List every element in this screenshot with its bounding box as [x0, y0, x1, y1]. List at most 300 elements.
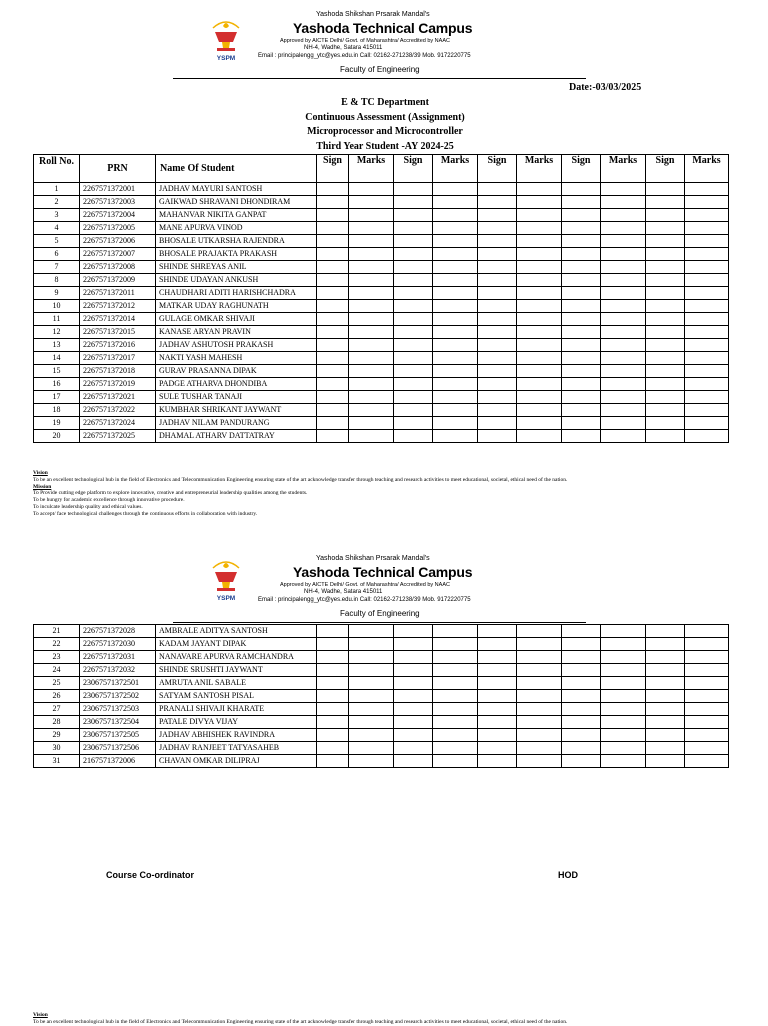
sign-cell: [478, 404, 517, 417]
sign-cell: [562, 365, 601, 378]
marks-cell: [433, 430, 478, 443]
roll-cell: 26: [34, 690, 80, 703]
marks-cell: [685, 183, 729, 196]
marks-cell: [433, 690, 478, 703]
student-name-cell: KADAM JAYANT DIPAK: [156, 638, 317, 651]
sign-cell: [394, 235, 433, 248]
marks-cell: [685, 430, 729, 443]
sign-cell: [478, 703, 517, 716]
sign-cell: [646, 625, 685, 638]
sign-cell: [478, 313, 517, 326]
marks-cell: [601, 235, 646, 248]
vision-label: Vision: [33, 1012, 48, 1018]
marks-cell: [685, 287, 729, 300]
marks-cell: [517, 664, 562, 677]
roll-cell: 4: [34, 222, 80, 235]
sign-cell: [646, 365, 685, 378]
marks-cell: [349, 235, 394, 248]
marks-cell: [517, 235, 562, 248]
roll-cell: 6: [34, 248, 80, 261]
sign-cell: [478, 365, 517, 378]
marks-cell: [517, 365, 562, 378]
sign-cell: [646, 274, 685, 287]
sign-cell: [394, 365, 433, 378]
roll-cell: 14: [34, 352, 80, 365]
sign-cell: [646, 287, 685, 300]
marks-cell: [601, 196, 646, 209]
marks-cell: [517, 196, 562, 209]
vision-text: To be an excellent technological hub in the field of Electronics and Telecommunication Engineering ensuring state of the art acknowledge transfer through teaching and research activities to meet educational, societal, ethical need of the nation.: [33, 1018, 568, 1025]
table-row: [34, 651, 729, 664]
marks-cell: [349, 365, 394, 378]
marks-cell: [517, 638, 562, 651]
sign-cell: [562, 261, 601, 274]
sign-cell: [562, 248, 601, 261]
sign-cell: [317, 261, 349, 274]
marks-cell: [433, 703, 478, 716]
prn-cell: 2267571372032: [80, 664, 156, 677]
marks-cell: [349, 755, 394, 768]
table-row: [34, 339, 729, 352]
roll-cell: 28: [34, 716, 80, 729]
sign-cell: [646, 664, 685, 677]
table-row: [34, 365, 729, 378]
marks-cell: [517, 248, 562, 261]
sign-cell: [562, 183, 601, 196]
marks-cell: [601, 430, 646, 443]
student-name-cell: MAHANVAR NIKITA GANPAT: [156, 209, 317, 222]
marks-cell: [685, 664, 729, 677]
prn-cell: 2267571372016: [80, 339, 156, 352]
sign-cell: [478, 209, 517, 222]
roll-cell: 17: [34, 391, 80, 404]
prn-cell: 2267571372022: [80, 404, 156, 417]
prn-cell: 2267571372028: [80, 625, 156, 638]
marks-cell: [349, 703, 394, 716]
marks-cell: [433, 274, 478, 287]
table-row: [34, 638, 729, 651]
sign-cell: [562, 196, 601, 209]
prn-cell: 23067571372501: [80, 677, 156, 690]
sign-cell: [562, 404, 601, 417]
roll-cell: 27: [34, 703, 80, 716]
sign-cell: [317, 313, 349, 326]
marks-cell: [685, 196, 729, 209]
student-name-cell: SHINDE SRUSHTI JAYWANT: [156, 664, 317, 677]
prn-cell: 23067571372505: [80, 729, 156, 742]
marks-cell: [433, 404, 478, 417]
sign-cell: [394, 196, 433, 209]
sign-cell: [562, 378, 601, 391]
sign-cell: [562, 625, 601, 638]
marks-cell: [517, 261, 562, 274]
marks-cell: [685, 378, 729, 391]
prn-cell: 2267571372008: [80, 261, 156, 274]
table-row: [34, 677, 729, 690]
sign-cell: [317, 755, 349, 768]
roll-cell: 13: [34, 339, 80, 352]
header-sign-3: Sign: [478, 155, 517, 183]
marks-cell: [685, 729, 729, 742]
sign-cell: [317, 365, 349, 378]
marks-cell: [349, 378, 394, 391]
marks-cell: [601, 248, 646, 261]
sign-cell: [394, 339, 433, 352]
table-row: [34, 235, 729, 248]
marks-cell: [349, 625, 394, 638]
prn-cell: 2267571372025: [80, 430, 156, 443]
marks-cell: [349, 300, 394, 313]
sign-cell: [317, 690, 349, 703]
marks-cell: [601, 651, 646, 664]
student-name-cell: PADGE ATHARVA DHONDIBA: [156, 378, 317, 391]
marks-cell: [685, 417, 729, 430]
sign-cell: [394, 690, 433, 703]
marks-cell: [685, 625, 729, 638]
sign-cell: [317, 196, 349, 209]
sign-cell: [646, 209, 685, 222]
marks-cell: [349, 222, 394, 235]
sign-cell: [646, 716, 685, 729]
prn-cell: 2267571372005: [80, 222, 156, 235]
sign-cell: [394, 313, 433, 326]
sign-cell: [317, 339, 349, 352]
student-name-cell: GAIKWAD SHRAVANI DHONDIRAM: [156, 196, 317, 209]
student-name-cell: SHINDE SHREYAS ANIL: [156, 261, 317, 274]
sign-cell: [317, 274, 349, 287]
marks-cell: [517, 339, 562, 352]
sign-cell: [562, 222, 601, 235]
attendance-table-page2: [33, 624, 729, 768]
roll-cell: 10: [34, 300, 80, 313]
sign-cell: [317, 716, 349, 729]
sign-cell: [317, 651, 349, 664]
faculty-name: Faculty of Engineering: [340, 65, 420, 74]
marks-cell: [685, 404, 729, 417]
student-name-cell: KUMBHAR SHRIKANT JAYWANT: [156, 404, 317, 417]
marks-cell: [685, 235, 729, 248]
marks-cell: [601, 183, 646, 196]
marks-cell: [433, 326, 478, 339]
roll-cell: 1: [34, 183, 80, 196]
student-name-cell: MATKAR UDAY RAGHUNATH: [156, 300, 317, 313]
marks-cell: [433, 391, 478, 404]
sign-cell: [646, 313, 685, 326]
table-row: [34, 261, 729, 274]
marks-cell: [685, 313, 729, 326]
student-name-cell: JADHAV NILAM PANDURANG: [156, 417, 317, 430]
marks-cell: [517, 313, 562, 326]
roll-cell: 2: [34, 196, 80, 209]
marks-cell: [685, 638, 729, 651]
marks-cell: [601, 638, 646, 651]
header-marks-1: Marks: [349, 155, 394, 183]
mission-item: To accept/ face technological challenges through the continuous efforts in collaboration with industry.: [33, 510, 258, 517]
table-row: [34, 625, 729, 638]
roll-cell: 31: [34, 755, 80, 768]
mission-item: To Provide cutting edge platform to explore innovative, creative and entrepreneurial leadership qualities among the students.: [33, 490, 308, 497]
sign-cell: [562, 638, 601, 651]
marks-cell: [685, 261, 729, 274]
sign-cell: [646, 690, 685, 703]
marks-cell: [601, 209, 646, 222]
sign-cell: [478, 638, 517, 651]
contact-line: Email : principalengg_ytc@yes.edu.in Call: 02162-271238/39 Mob. 9172220775: [258, 597, 471, 603]
sign-cell: [394, 183, 433, 196]
marks-cell: [349, 196, 394, 209]
student-name-cell: PATALE DIVYA VIJAY: [156, 716, 317, 729]
marks-cell: [601, 378, 646, 391]
sign-cell: [394, 729, 433, 742]
marks-cell: [349, 339, 394, 352]
marks-cell: [685, 365, 729, 378]
sign-cell: [478, 690, 517, 703]
sign-cell: [478, 222, 517, 235]
roll-cell: 30: [34, 742, 80, 755]
sign-cell: [562, 300, 601, 313]
marks-cell: [517, 274, 562, 287]
sign-cell: [394, 716, 433, 729]
marks-cell: [433, 638, 478, 651]
sign-cell: [394, 391, 433, 404]
sign-cell: [478, 352, 517, 365]
prn-cell: 2267571372024: [80, 417, 156, 430]
sign-cell: [394, 261, 433, 274]
header-marks-5: Marks: [685, 155, 729, 183]
marks-cell: [433, 729, 478, 742]
marks-cell: [601, 690, 646, 703]
sign-cell: [646, 183, 685, 196]
sign-cell: [562, 235, 601, 248]
marks-cell: [685, 248, 729, 261]
student-name-cell: MANE APURVA VINOD: [156, 222, 317, 235]
roll-cell: 20: [34, 430, 80, 443]
sign-cell: [317, 222, 349, 235]
marks-cell: [601, 716, 646, 729]
marks-cell: [517, 742, 562, 755]
sign-cell: [478, 625, 517, 638]
roll-cell: 9: [34, 287, 80, 300]
prn-cell: 23067571372502: [80, 690, 156, 703]
marks-cell: [601, 365, 646, 378]
sign-cell: [562, 755, 601, 768]
letterhead-divider: [173, 622, 586, 623]
marks-cell: [517, 729, 562, 742]
year-title: Third Year Student -AY 2024-25: [316, 140, 454, 152]
student-name-cell: CHAVAN OMKAR DILIPRAJ: [156, 755, 317, 768]
prn-cell: 2267571372001: [80, 183, 156, 196]
sign-cell: [394, 430, 433, 443]
prn-cell: 2267571372017: [80, 352, 156, 365]
prn-cell: 2267571372031: [80, 651, 156, 664]
table-row: [34, 248, 729, 261]
mission-item: To be hungry for academic excellence through innovative procedure.: [33, 497, 185, 504]
sign-cell: [394, 222, 433, 235]
marks-cell: [433, 651, 478, 664]
marks-cell: [685, 755, 729, 768]
marks-cell: [517, 417, 562, 430]
table-row: [34, 716, 729, 729]
table-row: [34, 300, 729, 313]
marks-cell: [433, 248, 478, 261]
marks-cell: [349, 742, 394, 755]
sign-cell: [646, 651, 685, 664]
prn-cell: 2267571372021: [80, 391, 156, 404]
marks-cell: [433, 664, 478, 677]
marks-cell: [349, 248, 394, 261]
approval-line: Approved by AICTE Delhi/ Govt. of Maharashtra/ Accredited by NAAC: [280, 582, 450, 588]
sign-cell: [478, 742, 517, 755]
marks-cell: [349, 391, 394, 404]
marks-cell: [685, 690, 729, 703]
marks-cell: [685, 391, 729, 404]
header-marks-3: Marks: [517, 155, 562, 183]
sign-cell: [478, 235, 517, 248]
document-titles: [200, 96, 570, 154]
marks-cell: [601, 729, 646, 742]
sign-cell: [562, 742, 601, 755]
header-sign-2: Sign: [394, 155, 433, 183]
marks-cell: [685, 651, 729, 664]
sign-cell: [394, 638, 433, 651]
sign-cell: [317, 391, 349, 404]
marks-cell: [433, 755, 478, 768]
course-coordinator-signature: Course Co-ordinator: [106, 870, 195, 880]
roll-cell: 22: [34, 638, 80, 651]
sign-cell: [562, 274, 601, 287]
prn-cell: 2267571372011: [80, 287, 156, 300]
sign-cell: [478, 755, 517, 768]
student-name-cell: BHOSALE UTKARSHA RAJENDRA: [156, 235, 317, 248]
marks-cell: [349, 352, 394, 365]
sign-cell: [646, 339, 685, 352]
marks-cell: [517, 352, 562, 365]
sign-cell: [394, 300, 433, 313]
marks-cell: [601, 417, 646, 430]
marks-cell: [517, 690, 562, 703]
mission-item: To inculcate leadership quality and ethical values.: [33, 503, 143, 510]
marks-cell: [349, 287, 394, 300]
roll-cell: 19: [34, 417, 80, 430]
marks-cell: [601, 300, 646, 313]
prn-cell: 2267571372007: [80, 248, 156, 261]
marks-cell: [349, 183, 394, 196]
table-row: [34, 391, 729, 404]
header-roll: Roll No.: [34, 155, 80, 183]
sign-cell: [317, 430, 349, 443]
marks-cell: [433, 222, 478, 235]
table-row: [34, 664, 729, 677]
table-row: [34, 326, 729, 339]
prn-cell: 2267571372015: [80, 326, 156, 339]
header-name: Name Of Student: [156, 155, 317, 183]
marks-cell: [517, 716, 562, 729]
sign-cell: [394, 703, 433, 716]
roll-cell: 24: [34, 664, 80, 677]
prn-cell: 2267571372018: [80, 365, 156, 378]
sign-cell: [317, 378, 349, 391]
table-row: [34, 729, 729, 742]
faculty-name: Faculty of Engineering: [340, 609, 420, 618]
college-logo: [209, 556, 243, 606]
sign-cell: [317, 404, 349, 417]
table-row: [34, 352, 729, 365]
prn-cell: 2267571372030: [80, 638, 156, 651]
marks-cell: [433, 716, 478, 729]
sign-cell: [478, 651, 517, 664]
sign-cell: [562, 703, 601, 716]
marks-cell: [601, 222, 646, 235]
roll-cell: 12: [34, 326, 80, 339]
sign-cell: [478, 183, 517, 196]
marks-cell: [601, 287, 646, 300]
vision-label: Vision: [33, 470, 48, 476]
marks-cell: [517, 378, 562, 391]
sign-cell: [394, 651, 433, 664]
sign-cell: [646, 703, 685, 716]
marks-cell: [433, 196, 478, 209]
marks-cell: [349, 729, 394, 742]
sign-cell: [646, 300, 685, 313]
sign-cell: [646, 417, 685, 430]
mandal-name: Yashoda Shikshan Prsarak Mandal's: [316, 11, 430, 18]
marks-cell: [517, 222, 562, 235]
prn-cell: 2267571372019: [80, 378, 156, 391]
sign-cell: [317, 183, 349, 196]
sign-cell: [562, 651, 601, 664]
marks-cell: [517, 625, 562, 638]
sign-cell: [646, 677, 685, 690]
sign-cell: [317, 703, 349, 716]
marks-cell: [517, 677, 562, 690]
marks-cell: [517, 651, 562, 664]
sign-cell: [646, 378, 685, 391]
attendance-table-page1: [33, 154, 729, 443]
mandal-name: Yashoda Shikshan Prsarak Mandal's: [316, 555, 430, 562]
marks-cell: [433, 378, 478, 391]
sign-cell: [562, 326, 601, 339]
sign-cell: [394, 352, 433, 365]
sign-cell: [394, 417, 433, 430]
prn-cell: 2267571372009: [80, 274, 156, 287]
assessment-title: Continuous Assessment (Assignment): [305, 111, 465, 123]
student-name-cell: NANAVARE APURVA RAMCHANDRA: [156, 651, 317, 664]
sign-cell: [646, 404, 685, 417]
marks-cell: [517, 755, 562, 768]
sign-cell: [478, 378, 517, 391]
marks-cell: [685, 742, 729, 755]
header-marks-4: Marks: [601, 155, 646, 183]
header-sign-4: Sign: [562, 155, 601, 183]
letterhead-divider: [173, 78, 586, 79]
sign-cell: [394, 248, 433, 261]
marks-cell: [433, 235, 478, 248]
student-name-cell: BHOSALE PRAJAKTA PRAKASH: [156, 248, 317, 261]
marks-cell: [517, 703, 562, 716]
sign-cell: [646, 638, 685, 651]
student-name-cell: AMRUTA ANIL SABALE: [156, 677, 317, 690]
marks-cell: [601, 352, 646, 365]
sign-cell: [562, 729, 601, 742]
table-row: [34, 287, 729, 300]
table-row: [34, 378, 729, 391]
sign-cell: [478, 677, 517, 690]
student-name-cell: AMBRALE ADITYA SANTOSH: [156, 625, 317, 638]
marks-cell: [517, 183, 562, 196]
sign-cell: [478, 339, 517, 352]
student-name-cell: SHINDE UDAYAN ANKUSH: [156, 274, 317, 287]
marks-cell: [517, 300, 562, 313]
